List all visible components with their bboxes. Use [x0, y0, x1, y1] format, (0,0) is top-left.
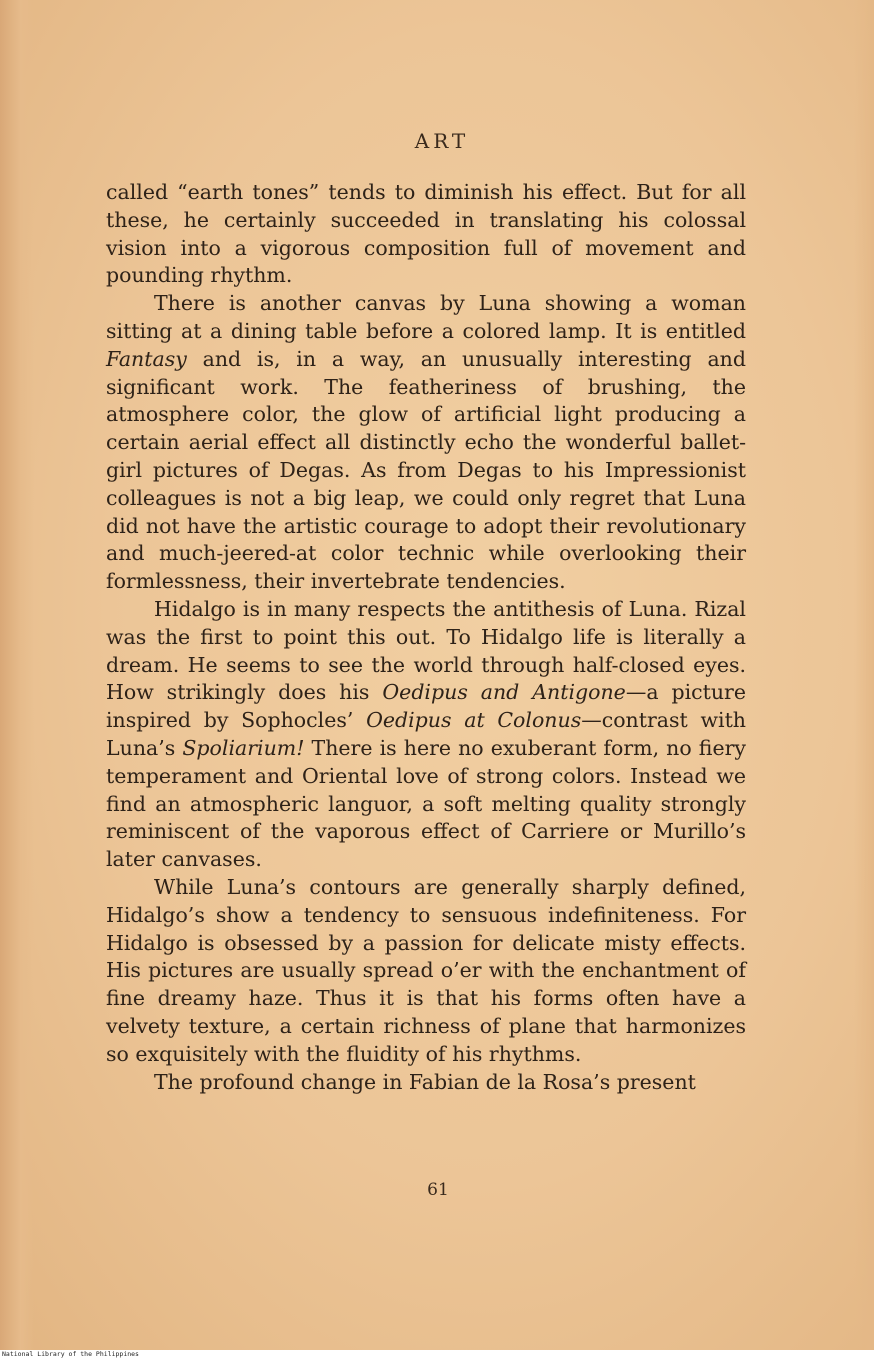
paragraph [106, 179, 746, 290]
text-run: There is another canvas by Luna showing a woman sitting at a dining table before a colored lamp. It is entitled [106, 291, 746, 343]
running-head: ART [414, 129, 470, 153]
italic-title: Fantasy [106, 346, 187, 371]
body-text [106, 179, 746, 1096]
paragraph [106, 290, 746, 596]
italic-title: Oedipus and Antigone [382, 680, 626, 705]
text-run: Hidalgo is in many respects the antithesis of Luna. Rizal was the first to point this out. To Hidalgo life is literally a dream. He seems to see the world through half-closed eyes. How strikingly does his [106, 596, 746, 705]
text-run: called “earth tones” tends to diminish his effect. But for all these, he certainly succeeded in translating his colossal vision into a vigorous composition full of movement and pounding rhythm. [106, 180, 746, 288]
text-run: The profound change in Fabian de la Rosa’s present [154, 1069, 696, 1094]
paragraph [106, 596, 746, 874]
paragraph [106, 1069, 746, 1097]
text-run: While Luna’s contours are generally sharply defined, Hidalgo’s show a tendency to sensuous indefiniteness. For Hidalgo is obsessed by a passion for delicate misty effects. His pictures are usually spread o’er with the enchantment of fine dreamy haze. Thus it is that his forms often have a velvety texture, a certain richness of plane that harmonizes so exquisitely with the fluidity of his rhythms. [106, 874, 746, 1066]
text-run: and is, in a way, an unusually interesting and significant work. The featheriness of brushing, the atmosphere color, the glow of artificial light producing a certain aerial effect all distinctly echo the wonderful ballet-girl pictures of Degas. As from Degas to his Impressionist colleagues is not a big leap, we could only regret that Luna did not have the artistic courage to adopt their revolutionary and much-jeered-at color technic while overlooking their formlessness, their invertebrate tendencies. [106, 346, 746, 594]
text-run: There is here no exuberant form, no fiery temperament and Oriental love of strong colors. Instead we find an atmospheric languor, a soft melting quality strongly reminiscent of the vaporous effect of Carriere or Murillo’s later canvases. [106, 735, 746, 872]
footer-credit: National Library of the Philippines [2, 1350, 139, 1358]
text-run: —contrast with Luna’s [106, 708, 747, 760]
italic-title: Oedipus at Colonus [366, 708, 582, 733]
paragraph [106, 874, 746, 1069]
text-run: —a picture inspired by Sophocles’ [106, 680, 746, 733]
page-number: 61 [427, 1180, 449, 1200]
italic-title: Spoliarium! [182, 735, 305, 760]
